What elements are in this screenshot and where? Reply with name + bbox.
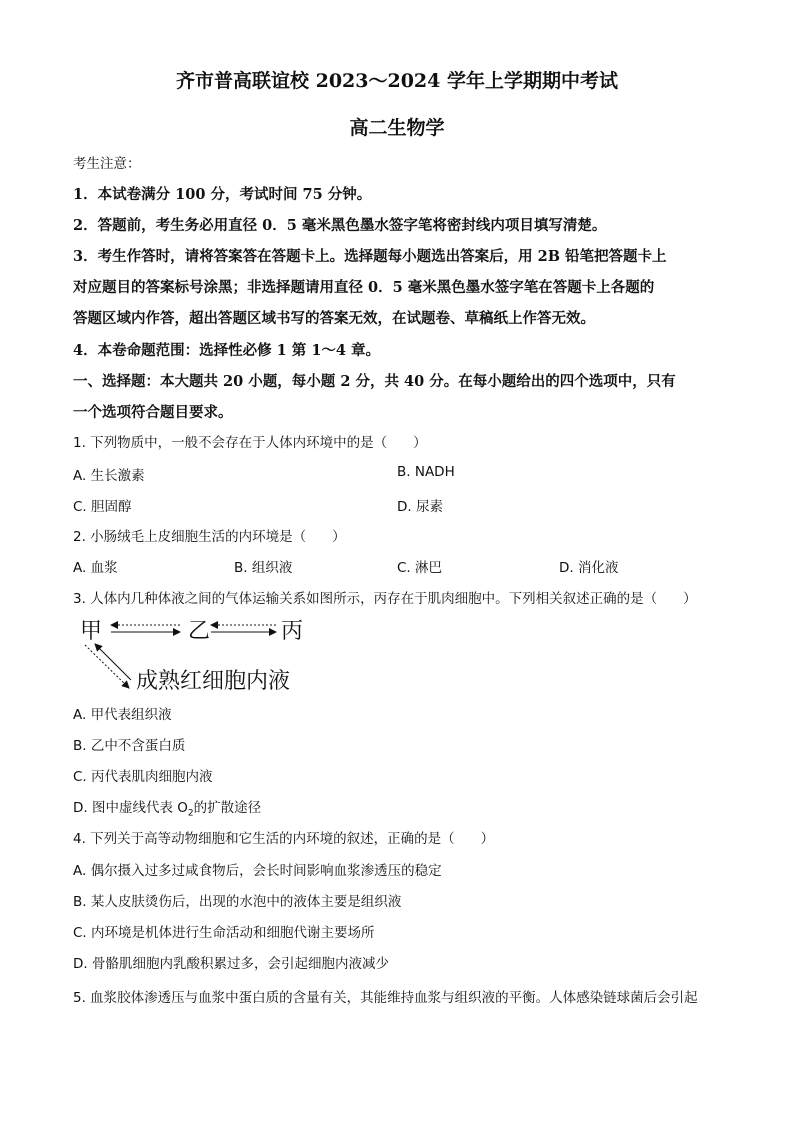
notice-item: 答题区域内作答，超出答题区域书写的答案无效，在试题卷、草稿纸上作答无效。 <box>73 310 595 327</box>
notice-item: 对应题目的答案标号涂黑；非选择题请用直径 0．5 毫米黑色墨水签字笔在答题卡上各题的 <box>73 279 655 296</box>
question-4-stem: 4. 下列关于高等动物细胞和它生活的内环境的叙述，正确的是（ ） <box>73 831 495 847</box>
q3-option-b[interactable]: B. 乙中不含蛋白质 <box>73 738 186 754</box>
question-2-stem: 2. 小肠绒毛上皮细胞生活的内环境是（ ） <box>73 529 346 545</box>
notice-item: 4．本卷命题范围：选择性必修 1 第 1～4 章。 <box>73 342 381 359</box>
notice-item: 3．考生作答时，请将答案答在答题卡上。选择题每小题选出答案后，用 2B 铅笔把答题卡上 <box>73 248 667 265</box>
q4-option-b[interactable]: B. 某人皮肤烫伤后，出现的水泡中的液体主要是组织液 <box>73 894 402 910</box>
exam-subtitle: 高二生物学 <box>349 117 445 139</box>
question-5-stem: 5. 血浆胶体渗透压与血浆中蛋白质的含量有关，其能维持血浆与组织液的平衡。人体感染链球菌后会引起 <box>73 990 698 1006</box>
notice-heading: 考生注意： <box>73 156 141 172</box>
exam-title: 齐市普高联谊校 2023～2024 学年上学期期中考试 <box>176 70 618 92</box>
q2-option-d[interactable]: D. 消化液 <box>559 560 619 576</box>
section-heading: 一、选择题：本大题共 20 小题，每小题 2 分，共 40 分。在每小题给出的四个选项中，只有 <box>73 373 676 390</box>
q2-option-b[interactable]: B. 组织液 <box>234 560 293 576</box>
q2-option-a[interactable]: A. 血浆 <box>73 560 118 576</box>
node-bing: 丙 <box>281 619 304 644</box>
q4-option-a[interactable]: A. 偶尔摄入过多过咸食物后，会长时间影响血浆渗透压的稳定 <box>73 863 442 879</box>
q3-option-a[interactable]: A. 甲代表组织液 <box>73 707 172 723</box>
q1-option-c[interactable]: C. 胆固醇 <box>73 499 132 515</box>
q4-option-c[interactable]: C. 内环境是机体进行生命活动和细胞代谢主要场所 <box>73 925 375 941</box>
q1-option-d[interactable]: D. 尿素 <box>397 499 443 515</box>
q3-option-d[interactable]: D. 图中虚线代表 $O_2$的扩散途径 <box>73 800 262 819</box>
section-heading-cont: 一个选项符合题目要求。 <box>73 404 233 421</box>
q2-option-c[interactable]: C. 淋巴 <box>397 560 443 576</box>
notice-item: 2．答题前，考生务必用直径 0．5 毫米黑色墨水签字笔将密封线内项目填写清楚。 <box>73 217 607 234</box>
question-3-stem: 3. 人体内几种体液之间的气体运输关系如图所示，丙存在于肌肉细胞中。下列相关叙述正确的是（ ） <box>73 591 697 607</box>
arrow-rbc-to-jia-solid <box>95 644 131 680</box>
node-rbc-fluid: 成熟红细胞内液 <box>136 669 291 694</box>
q1-option-b[interactable]: B. NADH <box>397 464 455 480</box>
question-1-stem: 1. 下列物质中，一般不会存在于人体内环境中的是（ ） <box>73 435 427 451</box>
q3-option-c[interactable]: C. 丙代表肌肉细胞内液 <box>73 769 213 785</box>
arrow-jia-to-rbc-dotted <box>85 645 129 688</box>
node-jia: 甲 <box>80 619 103 644</box>
node-yi: 乙 <box>188 619 211 644</box>
q4-option-d[interactable]: D. 骨骼肌细胞内乳酸积累过多，会引起细胞内液减少 <box>73 956 389 972</box>
q1-option-a[interactable]: A. 生长激素 <box>73 468 145 484</box>
notice-item: 1．本试卷满分 100 分，考试时间 75 分钟。 <box>73 186 372 203</box>
